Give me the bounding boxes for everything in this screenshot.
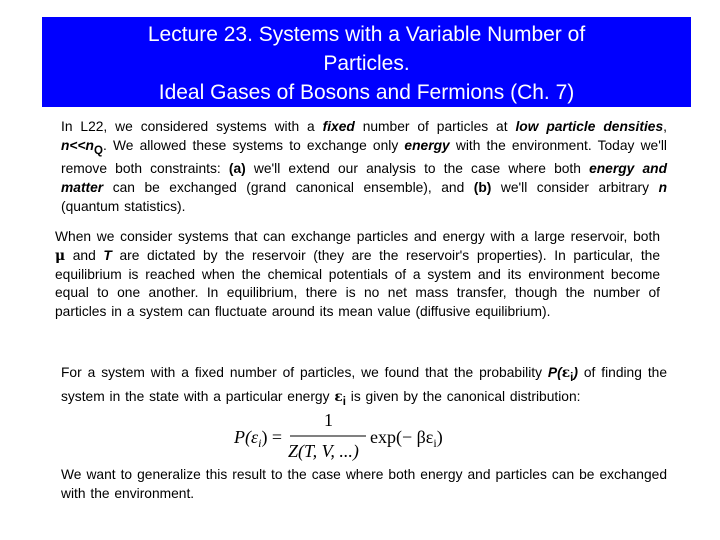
paragraph-reservoir: When we consider systems that can exchange particles and energy with a large reservoir, both μ and T are dictated by the reservoir (they are the reservoir's properties). In particular, the equilibrium is reached when the chemical potentials of a system and its environment become equal to one another. In equilibrium, there is no net mass transfer, though the number of particles in a system can fluctuate around its mean value (diffusive equilibrium). — [55, 229, 660, 320]
paragraph-generalize: We want to generalize this result to the case where both energy and particles can be exchanged with the environment. — [61, 467, 667, 501]
slide-title — [42, 17, 691, 107]
equation-exponential: $\exp(- \beta\varepsilon_i)$ — [370, 427, 443, 450]
equation-graphic — [232, 410, 472, 466]
title-line-2: Particles. — [323, 52, 410, 75]
title-line-3: Ideal Gases of Bosons and Fermions (Ch. 7) — [158, 81, 575, 104]
equation-numerator: 1 — [324, 410, 333, 430]
equation-lhs: $P(\varepsilon_i)$ = — [234, 427, 283, 450]
paragraph-intro: In L22, we considered systems with a fixed number of particles at low particle densities, $n<<n_Q$. We allowed these systems to exchange only energy with the environment. Today we'll remove both constraints: (a) we'll extend our analysis to the case where both energy and matter can be exchanged (grand canonical ensemble), and (b) we'll consider arbitrary n (quantum statistics). — [61, 119, 667, 214]
canonical-distribution-equation — [232, 410, 472, 471]
paragraph-canonical: For a system with a fixed number of particles, we found that the probability $P(\varepsilon_i)$ of finding the system in the state with a particular energy $\varepsilon_i$ is given by the canonical distribution: — [61, 365, 667, 408]
equation-denominator: Z(T, V, ...) — [288, 441, 359, 461]
title-line-1: Lecture 23. Systems with a Variable Number of — [147, 23, 586, 46]
